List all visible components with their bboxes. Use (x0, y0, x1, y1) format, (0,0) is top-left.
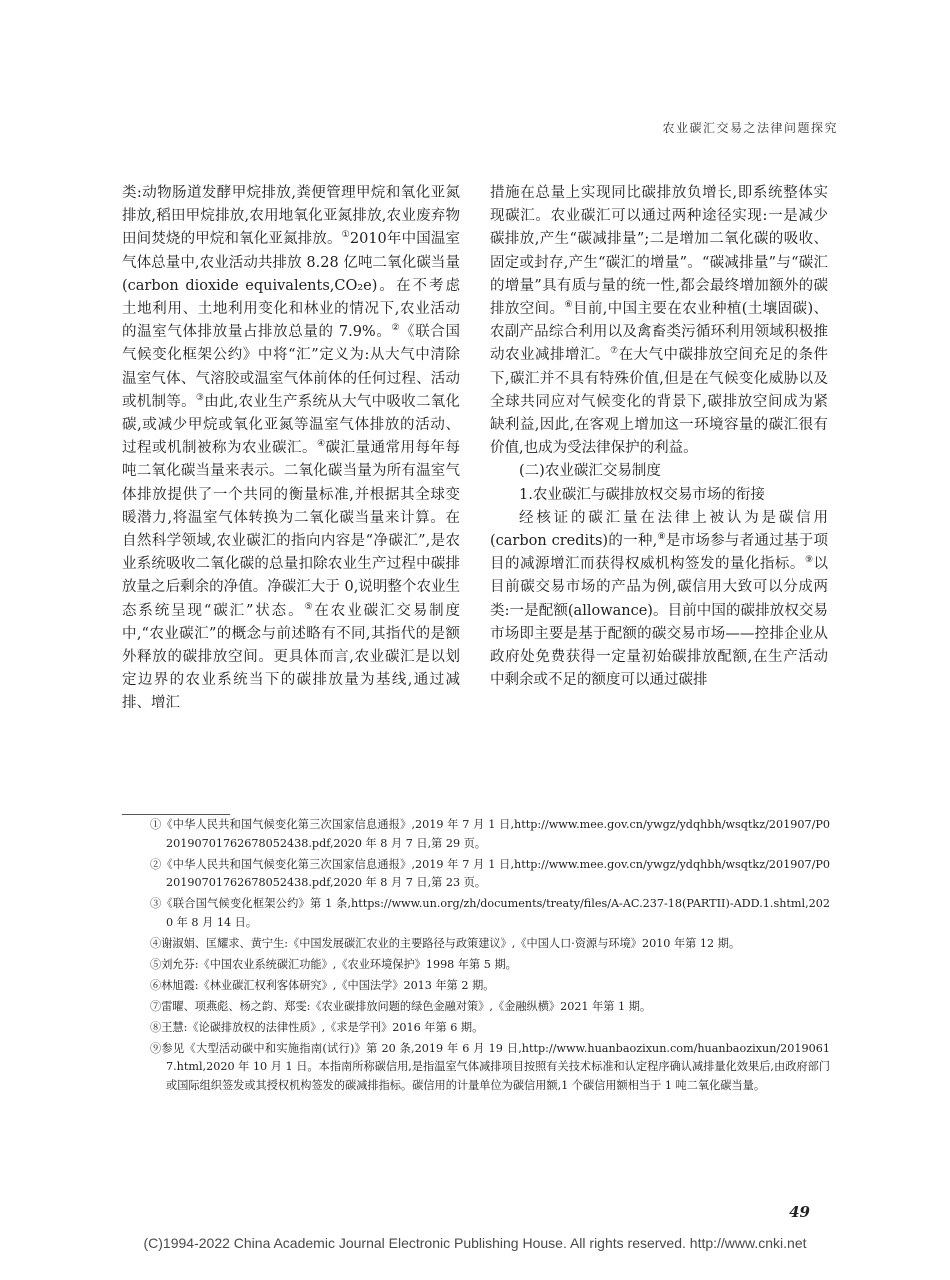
subsection-heading: 1.农业碳汇与碳排放权交易市场的衔接 (519, 486, 765, 503)
footnote-ref[interactable]: ⑧ (657, 532, 666, 543)
footnote: ⑦雷曜、项燕彪、杨之韵、郑雯:《农业碳排放问题的绿色金融对策》,《金融纵横》2021 年第 1 期。 (150, 999, 652, 1013)
footnote-ref[interactable]: ⑦ (609, 346, 619, 357)
body-column-left (122, 182, 460, 716)
footnote: ⑥林旭霞:《林业碳汇权利客体研究》,《中国法学》2013 年第 2 期。 (150, 978, 495, 992)
footnote: ③《联合国气候变化框架公约》第 1 条,https://www.un.org/zh/documents/treaty/files/A-AC.237-18(PARTII)-ADD.1.shtml,2020 年 8 月 14 日。 (150, 897, 830, 929)
text-run: 2010年中国温室气体总量中,农业活动共排放 8.28 亿吨二氧化碳当量(carbon dioxide equivalents,CO₂e)。在不考虑土地利用、土地利用变化和林业的情况下,农业活动的温室气体排放量占排放总量的 7.9%。 (122, 231, 460, 341)
footnote-ref[interactable]: ③ (195, 392, 205, 403)
footnote-ref[interactable]: ② (391, 323, 401, 334)
text-run: 在农业碳汇交易制度中,“农业碳汇”的概念与前述略有不同,其指代的是额外释放的碳排放空间。更具体而言,农业碳汇是以划定边界的农业系统当下的碳排放量为基线,通过减排、增汇 (122, 602, 461, 712)
page-number: 49 (789, 1203, 810, 1221)
footnotes (150, 816, 830, 1098)
text-run: 目前,中国主要在农业种植(土壤固碳)、农副产品综合利用以及禽畜类污循环利用领域积极推动农业减排增汇。 (490, 301, 828, 364)
footnote: ⑧王慧:《论碳排放权的法律性质》,《求是学刊》2016 年第 6 期。 (150, 1020, 484, 1034)
footnote-ref[interactable]: ① (341, 230, 350, 241)
copyright-notice: (C)1994-2022 China Academic Journal Electronic Publishing House. All rights reserved. http://www.cnki.net (143, 1235, 807, 1251)
text-run: 在大气中碳排放空间充足的条件下,碳汇并不具有特殊价值,但是在气候变化威胁以及全球共同应对气候变化的背景下,碳排放空间成为紧缺利益,因此,在客观上增加这一环境容量的碳汇很有价值,也成为受法律保护的利益。 (490, 347, 829, 457)
footnote: ①《中华人民共和国气候变化第三次国家信息通报》,2019 年 7 月 1 日,http://www.mee.gov.cn/ywgz/ydqhbh/wsqtkz/201907/P020190701762678052438.pdf,2020 年 8 月 7 日,第 29 页。 (150, 818, 830, 850)
text-run: 以目前碳交易市场的产品为例,碳信用大致可以分成两类:一是配额(allowance)。目前中国的碳排放权交易市场即主要是基于配额的碳交易市场——控排企业从政府处免费获得一定量初始碳排放配额,在生产活动中剩余或不足的额度可以通过碳排 (490, 556, 829, 689)
footnote-ref[interactable]: ⑨ (804, 555, 814, 566)
footnote: ④谢淑娟、匡耀求、黄宁生:《中国发展碳汇农业的主要路径与政策建议》,《中国人口·资源与环境》2010 年第 12 期。 (150, 936, 741, 950)
text-run: 措施在总量上实现同比碳排放负增长,即系统整体实现碳汇。农业碳汇可以通过两种途径实现:一是减少碳排放,产生“碳减排量”;二是增加二氧化碳的吸收、固定或封存,产生“碳汇的增量”。“碳减排量”与“碳汇的增量”具有质与量的统一性,都会最终增加额外的碳排放空间。 (490, 185, 828, 318)
body-column-right (490, 182, 828, 692)
text-run: 《联合国气候变化框架公约》中将“汇”定义为:从大气中清除温室气体、气溶胶或温室气体前体的任何过程、活动或机制等。 (122, 324, 460, 410)
section-heading: (二)农业碳汇交易制度 (519, 463, 661, 480)
text-run: 经核证的碳汇量在法律上被认为是碳信用(carbon credits)的一种, (490, 509, 828, 550)
footnote-ref[interactable]: ④ (316, 439, 326, 450)
paragraph (490, 182, 828, 460)
text-run: 由此,农业生产系统从大气中吸收二氧化碳,或减少甲烷或氧化亚氮等温室气体排放的活动、过程或机制被称为农业碳汇。 (122, 393, 460, 457)
footnote-divider (122, 814, 230, 815)
text-run: 是市场参与者通过基于项目的减源增汇而获得权威机构签发的量化指标。 (490, 533, 828, 573)
footnote: ⑤刘允芬:《中国农业系统碳汇功能》,《农业环境保护》1998 年第 5 期。 (150, 957, 517, 971)
footnote-ref[interactable]: ⑥ (564, 300, 573, 311)
text-run: 类:动物肠道发酵甲烷排放,粪便管理甲烷和氧化亚氮排放,稻田甲烷排放,农用地氧化亚氮排放,农业废弃物田间焚烧的甲烷和氧化亚氮排放。 (122, 185, 460, 248)
paragraph (490, 507, 828, 693)
footnote: ⑨参见《大型活动碳中和实施指南(试行)》第 20 条,2019 年 6 月 19 日,http://www.huanbaozixun.com/huanbaozixun/20190617.html,2020 年 10 月 1 日。本指南所称碳信用,是指温室气体减排项目按照有关技术标准和认定程序确认减排量化效果后,由政府部门或国际组织签发或其授权机构签发的碳减排指标。碳信用的计量单位为碳信用额,1 个碳信用额相当于 1 吨二氧化碳当量。 (150, 1041, 830, 1092)
footnote-ref[interactable]: ⑤ (304, 601, 315, 612)
text-run: 碳汇量通常用每年每吨二氧化碳当量来表示。二氧化碳当量为所有温室气体排放提供了一个共同的衡量标准,并根据其全球变暖潜力,将温室气体转换为二氧化碳当量来计算。在自然科学领域,农业碳汇的指向内容是“净碳汇”,是农业系统吸收二氧化碳的总量扣除农业生产过程中碳排放量之后剩余的净值。净碳汇大于 0,说明整个农业生态系统呈现“碳汇”状态。 (122, 440, 461, 619)
footnote: ②《中华人民共和国气候变化第三次国家信息通报》,2019 年 7 月 1 日,http://www.mee.gov.cn/ywgz/ydqhbh/wsqtkz/201907/P020190701762678052438.pdf,2020 年 8 月 7 日,第 23 页。 (150, 857, 830, 889)
running-header: 农业碳汇交易之法律问题探究 (662, 121, 838, 135)
paragraph (122, 182, 460, 716)
